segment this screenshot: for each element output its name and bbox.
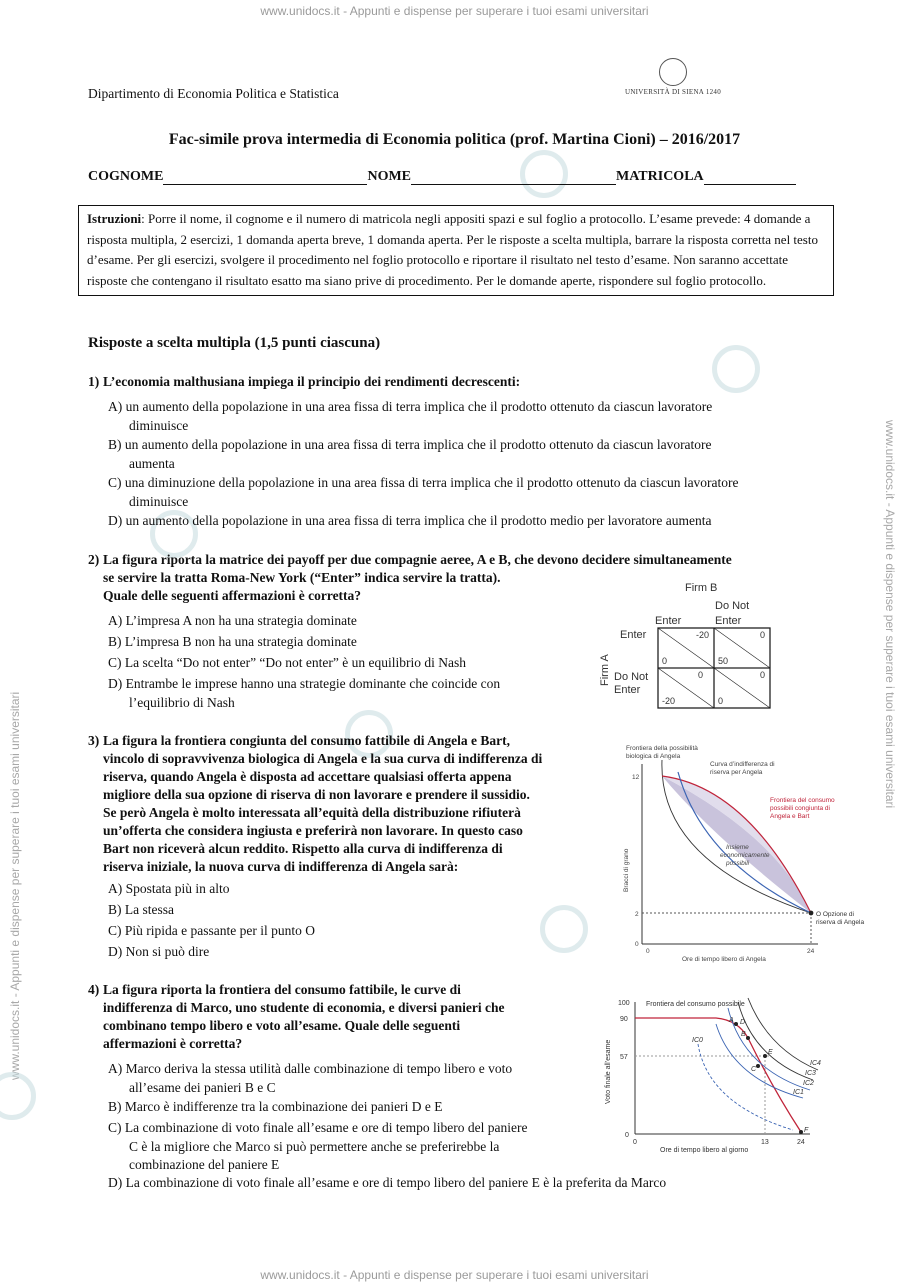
xlabel: Ore di tempo libero al giorno [660,1147,749,1154]
frontier-label-3: Angela e Bart [770,813,810,820]
question-number: 2) [88,552,100,567]
point-f [799,1130,803,1134]
question-line: La figura riporta la matrice dei payoff per due compagnie aeree, A e B, che devono decidere simultaneamente [103,552,732,567]
watermark-left: www.unidocs.it - Appunti e dispense per superare i tuoi esami universitari [8,691,22,1080]
y-tick-100: 100 [618,1000,630,1007]
bio-label-2: biologica di Angela [626,753,681,760]
x-tick-0: 0 [646,948,650,955]
section-title: Risposte a scelta multipla (1,5 punti ciascuna) [88,335,381,351]
option-text: C) Più ripida e passante per il punto O [108,923,315,938]
region-label: Insieme [726,844,749,851]
question-line: un’offerta che considera ingiusta e preferirà non lavorare. In questo caso [103,823,523,838]
payoff-enter-donot-a: 50 [718,656,729,666]
x-tick-0: 0 [633,1139,637,1146]
row-do-not-label: Do Not [614,671,649,683]
label-d: D [740,1019,746,1026]
option-text: A) Marco deriva la stessa utilità dalle combinazione di tempo libero e voto [108,1061,513,1076]
university-logo [618,58,728,96]
university-seal-icon [659,58,687,86]
student-fields [88,169,828,185]
curve-label-2: riserva per Angela [710,769,763,776]
question-line: affermazioni è corretta? [103,1036,243,1051]
watermark-right: www.unidocs.it - Appunti e dispense per superare i tuoi esami universitari [883,420,897,809]
xlabel: Ore di tempo libero di Angela [682,956,766,963]
option-text: B) Marco è indifferenze tra la combinazione dei panieri D e E [108,1099,443,1114]
point-a [734,1022,738,1026]
y-tick-12: 12 [632,774,640,781]
q4-option-d[interactable] [108,1174,666,1193]
option-text: D) Non si può dire [108,944,210,959]
payoff-enter-enter-b: -20 [696,630,710,640]
y-tick-90: 90 [620,1016,628,1023]
option-text: D) La combinazione di voto finale all’esame e ore di tempo libero del paniere E è la preferita da Marco [108,1175,667,1190]
label-f: F [804,1127,809,1134]
payoff-donot-donot-a: 0 [718,696,724,706]
question-text: L’economia malthusiana impiega il principio dei rendimenti decrescenti: [103,374,521,389]
surname-field[interactable] [163,170,367,185]
watermark-logo-icon [712,345,760,393]
q1-option-a[interactable] [108,398,712,435]
q3-figure [618,742,865,964]
option-text: B) La stessa [108,902,174,917]
name-label: NOME [367,169,412,184]
point-b [746,1036,750,1040]
option-text-cont: l’equilibrio di Nash [129,694,235,710]
point-c [756,1064,760,1068]
question-text [103,732,542,876]
label-a: A [729,1017,734,1024]
label-e: E [768,1049,773,1056]
question-line: riserva iniziale, la nuova curva di indifferenza di Angela sarà: [103,859,459,874]
instructions-box [78,205,834,296]
ylabel: Bracci di grano [623,848,630,892]
point-e [763,1054,767,1058]
label-b: B [741,1031,746,1038]
payoff-enter-donot-b: 0 [760,630,766,640]
question-line: indifferenza di Marco, uno studente di economia, e diversi panieri che [103,1000,505,1015]
option-text-cont: C è la migliore che Marco si può permettere anche se preferirebbe la [129,1138,500,1154]
q2-option-b[interactable] [108,633,357,652]
option-text: D) Entrambe le imprese hanno una strategie dominante che coincide con [108,676,501,691]
question-3 [88,732,542,876]
q4-figure [598,994,828,1154]
option-text-cont: all’esame dei panieri B e C [129,1079,276,1095]
option-text: D) un aumento della popolazione in una area fissa di terra implica che il prodotto medio per lavoratore aumenta [108,513,712,528]
payoff-donot-enter-b: -20 [662,696,676,706]
surname-label: COGNOME [88,169,164,184]
frontier-label: Frontiera del consumo [770,797,835,804]
question-line: combinano tempo libero e voto all’esame. Quale delle seguenti [103,1018,461,1033]
q2-option-a[interactable] [108,612,357,631]
q4-option-a[interactable] [108,1060,512,1097]
firm-a-label: Firm A [599,654,611,686]
bio-label: Frontiera della possibilità [626,745,698,752]
label-ic1: IC1 [793,1089,804,1096]
question-4 [88,981,504,1053]
x-tick-24: 24 [807,948,815,955]
q1-option-c[interactable] [108,474,739,511]
question-number: 1) [88,374,100,389]
watermark-logo-icon [0,1072,36,1120]
firm-b-label: Firm B [685,582,718,594]
question-line: Se però Angela è molto interessata all’equità della distribuzione rifiuterà [103,805,521,820]
payoff-donot-enter-a: 0 [698,670,704,680]
label-ic2: IC2 [803,1080,814,1087]
option-text: A) Spostata più in alto [108,881,230,896]
payoff-matrix [590,578,780,713]
page-title: Fac-simile prova intermedia di Economia politica (prof. Martina Cioni) – 2016/2017 [168,131,741,148]
question-line: riserva, quando Angela è disposta ad accettare qualsiasi offerta appena [103,769,512,784]
row-enter2-label: Enter [614,684,641,696]
option-text: C) La combinazione di voto finale all’esame e ore di tempo libero del paniere [108,1120,528,1135]
label-c: C [751,1066,757,1073]
question-1 [88,373,520,391]
watermark-top: www.unidocs.it - Appunti e dispense per superare i tuoi esami universitari [260,4,649,18]
watermark-bottom: www.unidocs.it - Appunti e dispense per superare i tuoi esami universitari [260,1268,649,1282]
point-o-label-2: riserva di Angela [816,919,865,926]
option-text: B) L’impresa B non ha una strategia dominate [108,634,357,649]
q3-option-b[interactable] [108,901,174,920]
q2-option-d[interactable] [108,675,500,712]
q4-option-b[interactable] [108,1098,442,1117]
ylabel: Voto finale all’esame [605,1039,612,1104]
question-line: La figura la frontiera congiunta del consumo fattibile di Angela e Bart, [103,733,510,748]
question-line: migliore della sua opzione di riserva di non lavorare e prendere il sussidio. [103,787,530,802]
question-line: La figura riporta la frontiera del consumo fattibile, le curve di [103,982,461,997]
question-line: Bart non riceverà alcun reddito. Rispetto alla curva di indifferenza di [103,841,503,856]
option-text: A) L’impresa A non ha una strategia dominate [108,613,357,628]
y-tick-0: 0 [635,941,639,948]
department-name: Dipartimento di Economia Politica e Statistica [88,86,339,101]
option-text: A) un aumento della popolazione in una area fissa di terra implica che il prodotto ottenuto da ciascun lavoratore [108,399,713,414]
option-text: C) una diminuzione della popolazione in una area fissa di terra implica che il prodotto ottenuto da ciascun lavoratore [108,475,739,490]
region-label-3: possibili [726,860,750,867]
option-text: C) La scelta “Do not enter” “Do not enter” è un equilibrio di Nash [108,655,467,670]
col-do-not-label: Do Not [715,600,750,612]
q3-option-d[interactable] [108,943,209,962]
instructions-text: : Porre il nome, il cognome e il numero di matricola negli appositi spazi e sul foglio a protocollo. L’esame prevede: 4 domande a risposta multipla, 2 esercizi, 1 domanda aperta breve, 1 domanda aperta. Per le risposte a scelta multipla, barrare la risposta corretta nel testo d’esame. Per gli esercizi, svolgere il procedimento nel foglio protocollo e riportare il risultato nel testo d’esame. Non saranno accettate risposte che contengano il risultato esatto ma siano prive di procedimento. Per le domande aperte, rispondere sul foglio protocollo. [87,211,818,288]
q1-option-b[interactable] [108,436,712,473]
q4-option-c[interactable] [108,1119,527,1175]
q3-option-c[interactable] [108,922,315,941]
question-text [103,981,504,1053]
y-tick-57: 57 [620,1054,628,1061]
question-number: 4) [88,982,100,997]
question-line: vincolo di sopravvivenza biologica di Angela e la sua curva di indifferenza di [103,751,543,766]
name-field[interactable] [411,170,616,185]
matricola-field[interactable] [704,170,796,185]
option-text-cont: diminuisce [129,493,189,509]
label-ic3: IC3 [805,1070,816,1077]
x-tick-24: 24 [797,1139,805,1146]
y-tick-2: 2 [635,911,639,918]
instructions-label: Istruzioni [87,211,142,226]
question-line: Quale delle seguenti affermazioni è corretta? [103,588,362,603]
x-tick-13: 13 [761,1139,769,1146]
y-tick-0: 0 [625,1132,629,1139]
reservation-point [809,911,814,916]
ic0-curve [698,1044,793,1130]
payoff-donot-donot-b: 0 [760,670,766,680]
q2-option-c[interactable] [108,654,466,673]
row-enter-label: Enter [620,629,647,641]
university-name: UNIVERSITÀ DI SIENA 1240 [624,88,722,96]
matricola-label: MATRICOLA [616,169,704,184]
col-enter-label: Enter [655,615,682,627]
curve-label: Curva d’indifferenza di [710,761,775,768]
option-text-cont: combinazione del paniere E [129,1157,280,1172]
col-enter2-label: Enter [715,615,742,627]
payoff-enter-enter-a: 0 [662,656,668,666]
watermark-logo-icon [540,905,588,953]
question-line: se servire la tratta Roma-New York (“Enter” indica servire la tratta). [103,570,501,585]
point-o-label: O Opzione di [816,911,854,918]
q3-option-a[interactable] [108,880,230,899]
question-number: 3) [88,733,100,748]
frontier-label-2: possibili congiunta di [770,805,830,812]
region-label-2: economicamente [720,852,770,859]
label-ic4: IC4 [810,1060,821,1067]
q1-option-d[interactable] [108,512,712,531]
option-text-cont: diminuisce [129,417,189,433]
option-text-cont: aumenta [129,455,175,471]
label-ic0: IC0 [692,1037,703,1044]
option-text: B) un aumento della popolazione in una area fissa di terra implica che il prodotto ottenuto da ciascun lavoratore [108,437,712,452]
frontier-label: Frontiera del consumo possibile [646,1001,745,1008]
